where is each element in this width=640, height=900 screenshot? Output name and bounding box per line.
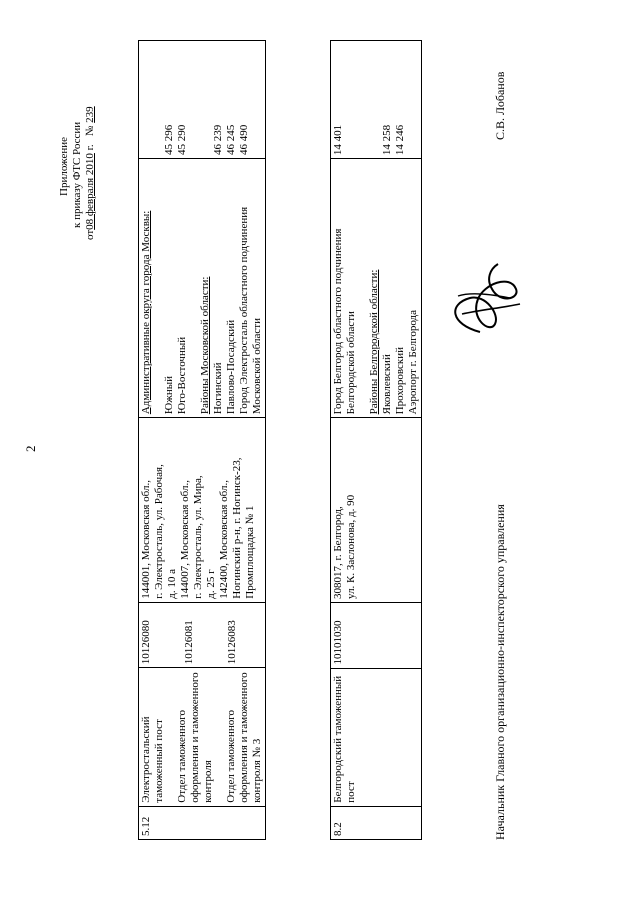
okato-cell: 45 296 45 290 46 239 46 245 46 490 xyxy=(139,41,266,159)
code-cell: 10126080 10126081 10126083 xyxy=(139,602,266,668)
number-prefix: № xyxy=(84,125,96,137)
region-cell: Административные округа города Москвы: Южный Юго-Восточный Районы Московской области: Ногинский Павлово-Посадский Город Электросталь областного подчинения Московской области xyxy=(139,159,266,418)
table-row xyxy=(139,41,266,840)
signature-image xyxy=(440,254,528,344)
appendix-order-line: к приказу ФТС России xyxy=(71,121,83,228)
post-name-cell: Электростальский таможенный пост Отдел таможенного оформления и таможенного контроля Отдел таможенного оформления и таможенного контроля № 3 xyxy=(139,668,266,807)
table-row xyxy=(331,41,422,840)
address-cell: 144001, Московская обл., г. Электросталь, ул. Рабочая, д. 10 а 144007, Московская обл., г. Электросталь, ул. Мира, д. 25 г 142400, Московская обл., Ногинский р-н, г. Ногинск-23, Промплощадка № 1 xyxy=(139,418,266,603)
appendix-date-line xyxy=(84,106,97,240)
date-value: 08 февраля 2010 xyxy=(84,153,96,230)
region-cell: Город Белгород областного подчинения Белгородской области Районы Белгородской области: Яковлевский Прохоровский Аэропорт г. Белгорода xyxy=(331,159,422,418)
year-suffix: г. xyxy=(84,144,96,151)
appendix-title: Приложение xyxy=(58,136,70,196)
row-number-cell: 8.2 xyxy=(331,806,422,839)
address-cell: 308017, г. Белгород, ул. К. Заслонова, д. 90 xyxy=(331,418,422,603)
order-number: 239 xyxy=(84,106,96,123)
row-number-cell: 5.12 xyxy=(139,806,266,839)
signer-name: С.В. Лобанов xyxy=(493,71,507,140)
table-customs-post-8-2 xyxy=(330,40,422,840)
date-prefix: от xyxy=(84,229,96,240)
post-name-cell: Белгородский таможенный пост xyxy=(331,668,422,806)
signatory-position: Начальник Главного организационно-инспекторского управления xyxy=(493,504,507,840)
table-customs-post-5-12 xyxy=(138,40,266,840)
page-number: 2 xyxy=(23,445,38,452)
code-cell: 10101030 xyxy=(331,602,422,668)
okato-cell: 14 401 14 258 14 246 xyxy=(331,41,422,159)
